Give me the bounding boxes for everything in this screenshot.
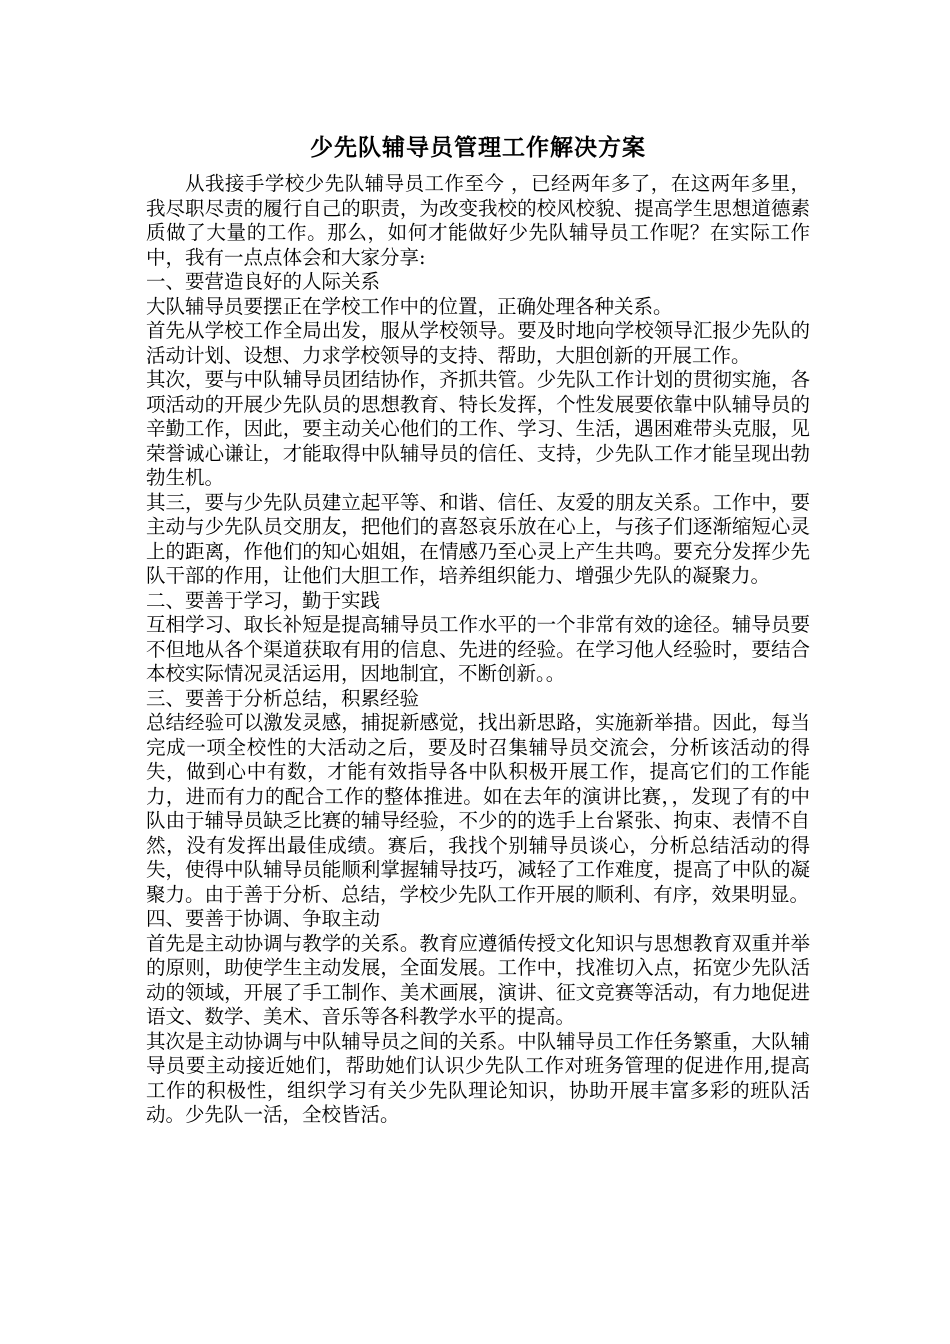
document-body [146,172,810,1128]
paragraph: 首先是主动协调与教学的关系。教育应遵循传授文化知识与思想教育双重并举的原则，助使学生主动发展，全面发展。工作中，找准切入点，拓宽少先队活动的领域，开展了手工制作、美术画展，演讲、征文竞赛等活动，有力地促进语文、数学、美术、音乐等各科教学水平的提高。 [146,931,810,1028]
paragraph: 其三，要与少先队员建立起平等、和谐、信任、友爱的朋友关系。工作中，要主动与少先队员交朋友，把他们的喜怒哀乐放在心上，与孩子们逐渐缩短心灵上的距离，作他们的知心姐姐，在情感乃至心灵上产生共鸣。要充分发挥少先队干部的作用，让他们大胆工作，培养组织能力、增强少先队的凝聚力。 [146,490,810,587]
paragraph: 其次，要与中队辅导员团结协作，齐抓共管。少先队工作计划的贯彻实施，各项活动的开展少先队员的思想教育、特长发挥，个性发展要依靠中队辅导员的辛勤工作，因此，要主动关心他们的工作、学习、生活，遇困难带头克服，见荣誉诚心谦让，才能取得中队辅导员的信任、支持，少先队工作才能呈现出勃勃生机。 [146,368,810,489]
paragraph: 大队辅导员要摆正在学校工作中的位置，正确处理各种关系。 [146,294,673,318]
paragraph: 互相学习、取长补短是提高辅导员工作水平的一个非常有效的途径。辅导员要不但地从各个渠道获取有用的信息、先进的经验。在学习他人经验时，要结合本校实际情况灵活运用，因地制宜，不断创新。。 [146,613,810,685]
paragraph: 总结经验可以激发灵感，捕捉新感觉，找出新思路，实施新举措。因此，每当完成一项全校性的大活动之后，要及时召集辅导员交流会，分析该活动的得失，做到心中有数，才能有效指导各中队积极开展工作，提高它们的工作能力，进而有力的配合工作的整体推进。如在去年的演讲比赛，，发现了有的中队由于辅导员缺乏比赛的辅导经验，不少的的选手上台紧张、拘束、表情不自然，没有发挥出最佳成绩。赛后，我找个别辅导员谈心，分析总结活动的得失，使得中队辅导员能顺利掌握辅导技巧，减轻了工作难度，提高了中队的凝聚力。由于善于分析、总结，学校少先队工作开展的顺利、有序，效果明显。 [146,711,810,906]
section-heading-1: 一、要营造良好的人际关系 [146,270,381,293]
document-title: 少先队辅导员管理工作解决方案 [310,134,646,161]
document-page [146,128,810,1128]
section-heading-4: 四、要善于协调、争取主动 [146,907,381,930]
section-heading-3: 三、要善于分析总结，积累经验 [146,686,420,710]
section-heading-2: 二、要善于学习，勤于实践 [146,588,381,612]
paragraph: 其次是主动协调与中队辅导员之间的关系。中队辅导员工作任务繁重，大队辅导员要主动接近她们，帮助她们认识少先队工作对班务管理的促进作用,提高工作的积极性，组织学习有关少先队理论知识，协助开展丰富多彩的班队活动。少先队一活，全校皆活。 [146,1029,810,1126]
paragraph: 首先从学校工作全局出发，服从学校领导。要及时地向学校领导汇报少先队的活动计划、设想、力求学校领导的支持、帮助，大胆创新的开展工作。 [146,319,810,367]
intro-paragraph: 从我接手学校少先队辅导员工作至今 ，已经两年多了，在这两年多里，我尽职尽责的履行自己的职责，为改变我校的校风校貌、提高学生思想道德素质做了大量的工作。那么，如何才能做好少先队辅导员工作呢？在实际工作中，我有一点点体会和大家分享: [146,172,810,269]
